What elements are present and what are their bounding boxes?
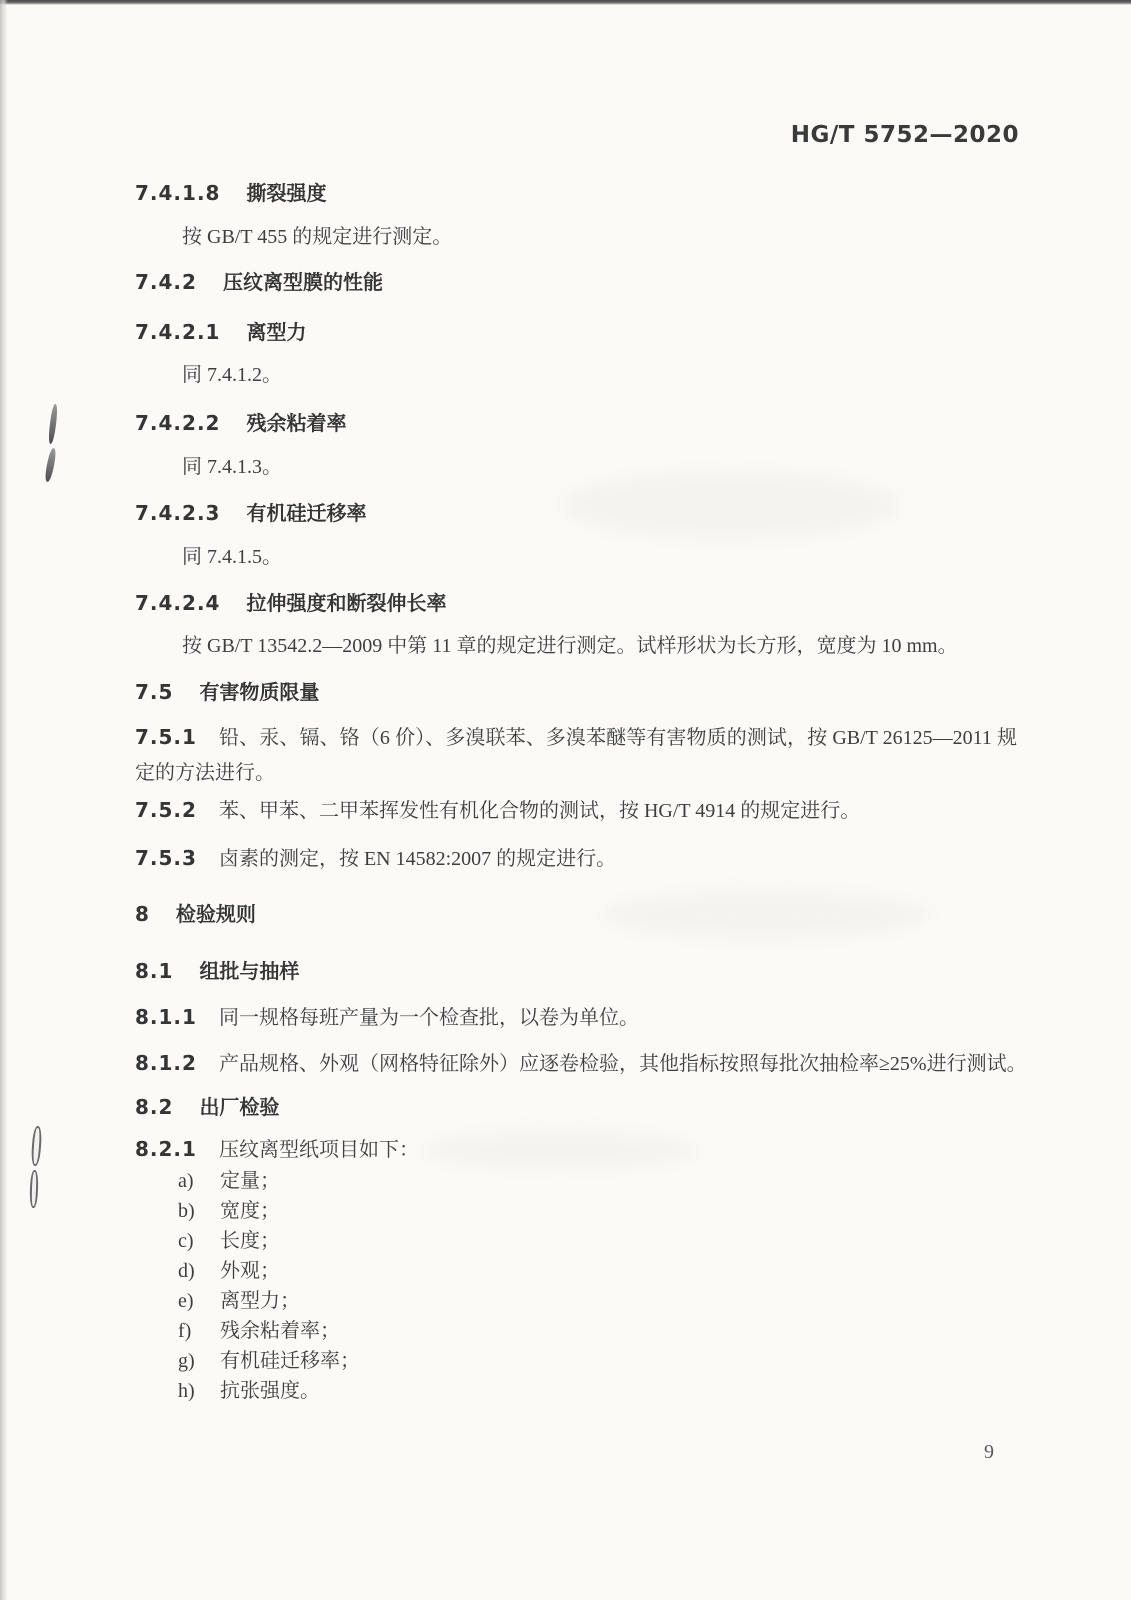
- binding-mark-2: [44, 448, 57, 483]
- list-item-a: a) 定量；: [178, 1170, 280, 1192]
- scan-left-edge: [0, 0, 8, 1600]
- paragraph-7.5.3: 7.5.3 卤素的测定，按 EN 14582:2007 的规定进行。: [135, 846, 617, 870]
- paragraph-8.1.1: 8.1.1 同一规格每班产量为一个检查批，以卷为单位。: [135, 1005, 639, 1029]
- list-item-b: b) 宽度；: [178, 1200, 280, 1222]
- paragraph-7.4.2.3: 同 7.4.1.5。: [182, 546, 282, 568]
- binding-mark-4: [29, 1170, 38, 1208]
- heading-7.4.2.3: 7.4.2.3 有机硅迁移率: [135, 501, 367, 525]
- paragraph-8.1.2: 8.1.2 产品规格、外观（网格特征除外）应逐卷检验，其他指标按照每批次抽检率≥25%进行测试。: [135, 1051, 1027, 1075]
- page-number: 9: [984, 1441, 994, 1463]
- paragraph-7.5.1: 7.5.1 铅、汞、镉、铬（6 价）、多溴联苯、多溴苯醚等有害物质的测试，按 GB/T 26125—2011 规定的方法进行。: [135, 725, 1017, 784]
- heading-7.4.2.1: 7.4.2.1 离型力: [135, 320, 307, 344]
- paragraph-text: 铅、汞、镉、铬（6 价）、多溴联苯、多溴苯醚等有害物质的测试，按 GB/T 26125—2011 规定的方法进行。: [135, 727, 1017, 784]
- heading-7.4.1.8: 7.4.1.8 撕裂强度: [135, 181, 327, 205]
- heading-7.4.2.4: 7.4.2.4 拉伸强度和断裂伸长率: [135, 591, 447, 615]
- paragraph-text: 压纹离型纸项目如下：: [218, 1139, 419, 1161]
- paragraph-text: 同一规格每班产量为一个检查批，以卷为单位。: [218, 1007, 639, 1029]
- paragraph-text: 苯、甲苯、二甲苯挥发性有机化合物的测试，按 HG/T 4914 的规定进行。: [218, 800, 861, 822]
- list-item-f: f) 残余粘着率；: [178, 1320, 340, 1342]
- list-item-h: h) 抗张强度。: [178, 1380, 320, 1402]
- paragraph-text: 卤素的测定，按 EN 14582:2007 的规定进行。: [218, 848, 617, 870]
- heading-8.1: 8.1 组批与抽样: [135, 959, 300, 983]
- scan-top-edge: [0, 0, 1131, 5]
- scan-smudge: [600, 890, 930, 940]
- list-item-e: e) 离型力；: [178, 1290, 300, 1312]
- list-item-d: d) 外观；: [178, 1260, 280, 1282]
- heading-8: 8 检验规则: [135, 902, 256, 926]
- paragraph-7.4.1.8: 按 GB/T 455 的规定进行测定。: [182, 226, 453, 248]
- heading-8.2: 8.2 出厂检验: [135, 1095, 280, 1119]
- paragraph-7.4.2.1: 同 7.4.1.2。: [182, 364, 282, 386]
- scan-smudge: [420, 1130, 700, 1170]
- paragraph-8.2.1: 8.2.1 压纹离型纸项目如下：: [135, 1137, 419, 1161]
- paragraph-7.4.2.4: 按 GB/T 13542.2—2009 中第 11 章的规定进行测定。试样形状为长方形，宽度为 10 mm。: [182, 635, 958, 657]
- heading-7.4.2: 7.4.2 压纹离型膜的性能: [135, 270, 383, 294]
- paragraph-7.4.2.2: 同 7.4.1.3。: [182, 456, 282, 478]
- binding-mark-3: [31, 1126, 43, 1167]
- standard-code: HG/T 5752—2020: [790, 122, 1019, 148]
- list-item-g: g) 有机硅迁移率；: [178, 1350, 360, 1372]
- list-item-c: c) 长度；: [178, 1230, 280, 1252]
- heading-7.4.2.2: 7.4.2.2 残余粘着率: [135, 411, 347, 435]
- heading-7.5: 7.5 有害物质限量: [135, 680, 320, 704]
- paragraph-7.5.2: 7.5.2 苯、甲苯、二甲苯挥发性有机化合物的测试，按 HG/T 4914 的规定进行。: [135, 798, 861, 822]
- scan-smudge: [560, 470, 900, 540]
- binding-mark-1: [48, 404, 59, 444]
- paragraph-text: 产品规格、外观（网格特征除外）应逐卷检验，其他指标按照每批次抽检率≥25%进行测试。: [218, 1053, 1027, 1075]
